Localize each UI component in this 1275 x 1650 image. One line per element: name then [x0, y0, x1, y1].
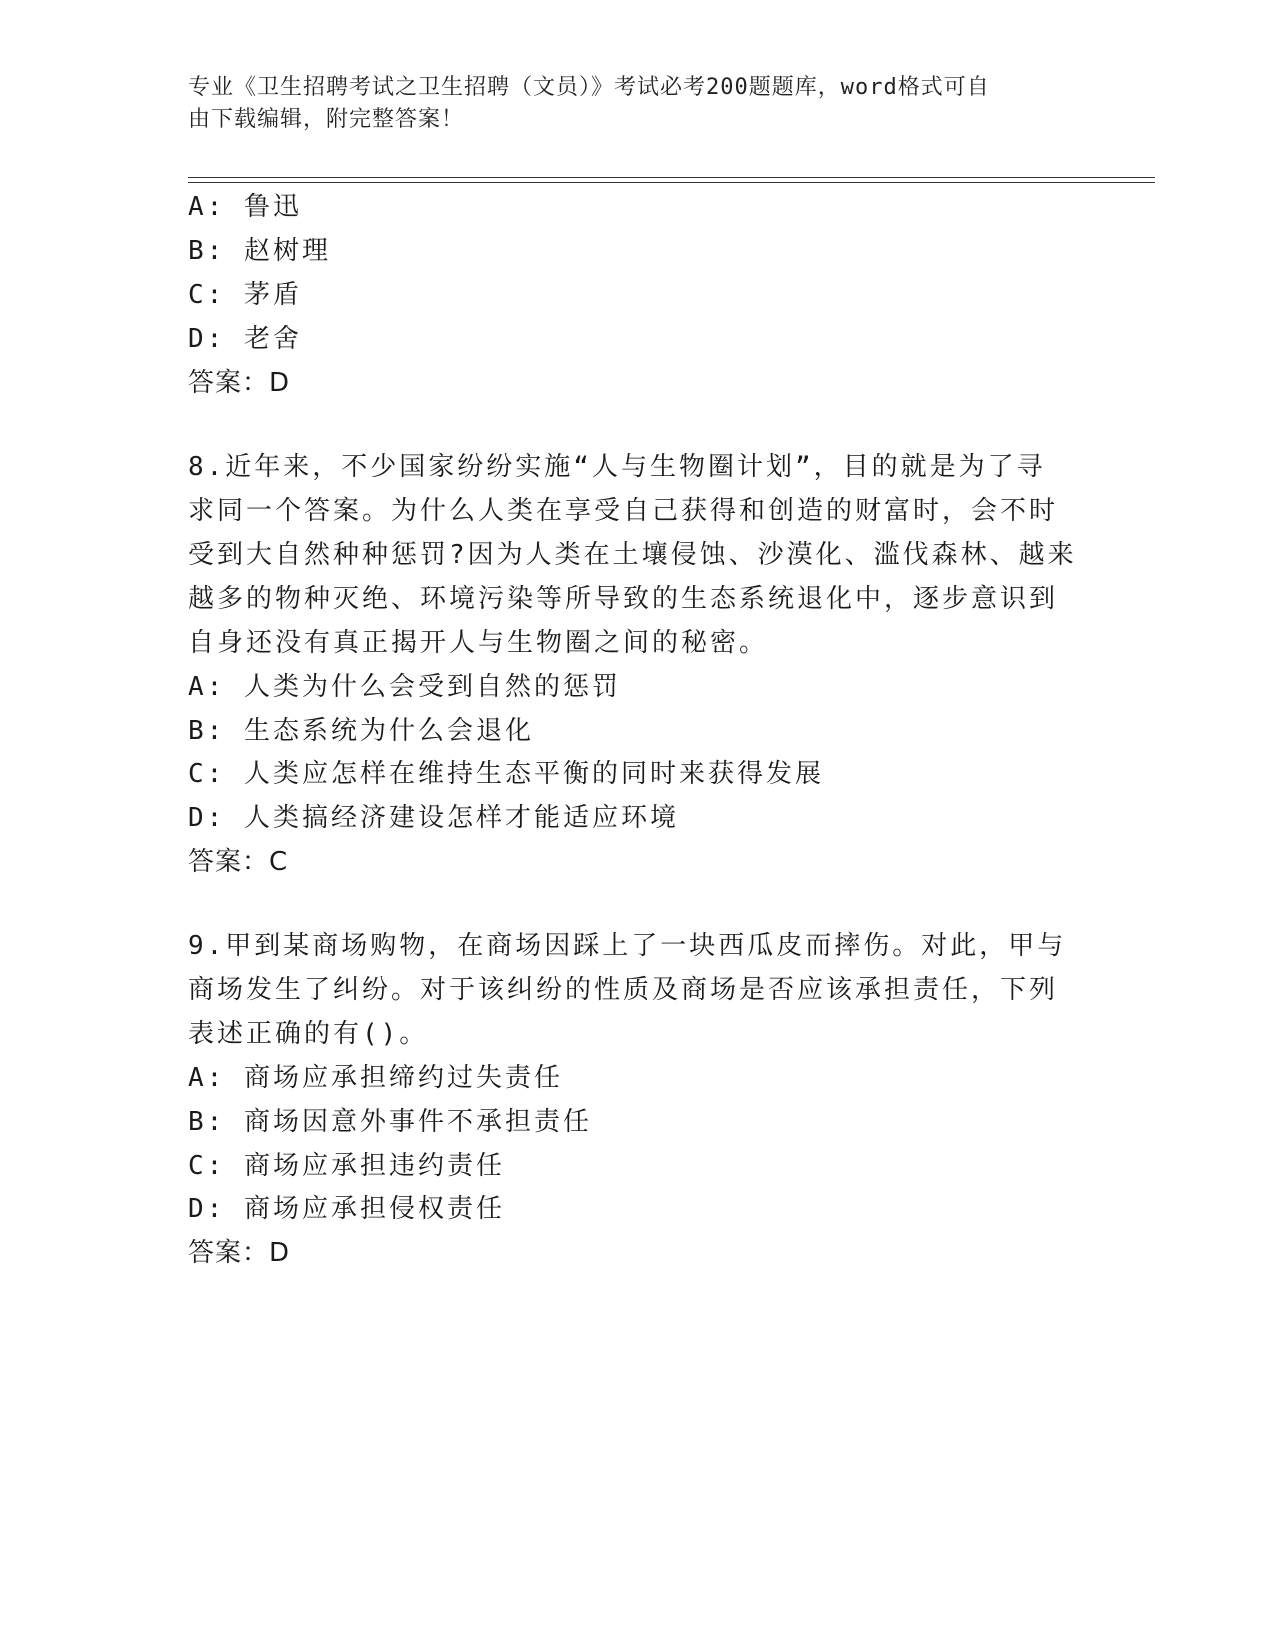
- q9-option-d: D: 商场应承担侵权责任: [188, 1194, 505, 1224]
- q8-option-a: A: 人类为什么会受到自然的惩罚: [188, 672, 621, 702]
- q7-answer: 答案：D: [188, 368, 291, 398]
- q7-option-d: D: 老舍: [188, 324, 302, 354]
- q8-text-line-4: 越多的物种灭绝、环境污染等所导致的生态系统退化中，逐步意识到: [188, 584, 1059, 614]
- q8-text-line-3: 受到大自然种种惩罚?因为人类在土壤侵蚀、沙漠化、滥伐森林、越来: [188, 540, 1077, 570]
- q9-text-line-3: 表述正确的有()。: [188, 1019, 429, 1049]
- q8-answer: 答案：C: [188, 847, 289, 877]
- q7-option-b: B: 赵树理: [188, 236, 331, 266]
- q9-text-line-1: 9.甲到某商场购物，在商场因踩上了一块西瓜皮而摔伤。对此，甲与: [188, 931, 1067, 961]
- q8-option-c: C: 人类应怎样在维持生态平衡的同时来获得发展: [188, 759, 824, 789]
- document-header: [188, 72, 1068, 136]
- q9-answer: 答案：D: [188, 1238, 291, 1268]
- q8-option-d: D: 人类搞经济建设怎样才能适应环境: [188, 803, 679, 833]
- q9-option-c: C: 商场应承担违约责任: [188, 1151, 505, 1181]
- q8-text-line-2: 求同一个答案。为什么人类在享受自己获得和创造的财富时，会不时: [188, 496, 1059, 526]
- header-rule-bottom: [188, 182, 1155, 183]
- q7-option-a: A: 鲁迅: [188, 192, 302, 222]
- q9-text-line-2: 商场发生了纠纷。对于该纠纷的性质及商场是否应该承担责任，下列: [188, 975, 1059, 1005]
- header-line-1: 专业《卫生招聘考试之卫生招聘（文员）》考试必考200题题库，word格式可自: [188, 75, 990, 100]
- q8-text-line-1: 8.近年来，不少国家纷纷实施“人与生物圈计划”，目的就是为了寻: [188, 452, 1046, 482]
- q8-text-line-5: 自身还没有真正揭开人与生物圈之间的秘密。: [188, 628, 769, 658]
- q9-option-a: A: 商场应承担缔约过失责任: [188, 1063, 563, 1093]
- q9-option-b: B: 商场因意外事件不承担责任: [188, 1107, 592, 1137]
- header-rule-top: [188, 177, 1155, 178]
- q8-option-b: B: 生态系统为什么会退化: [188, 716, 534, 746]
- q7-option-c: C: 茅盾: [188, 280, 302, 310]
- header-line-2: 由下载编辑，附完整答案！: [188, 107, 465, 132]
